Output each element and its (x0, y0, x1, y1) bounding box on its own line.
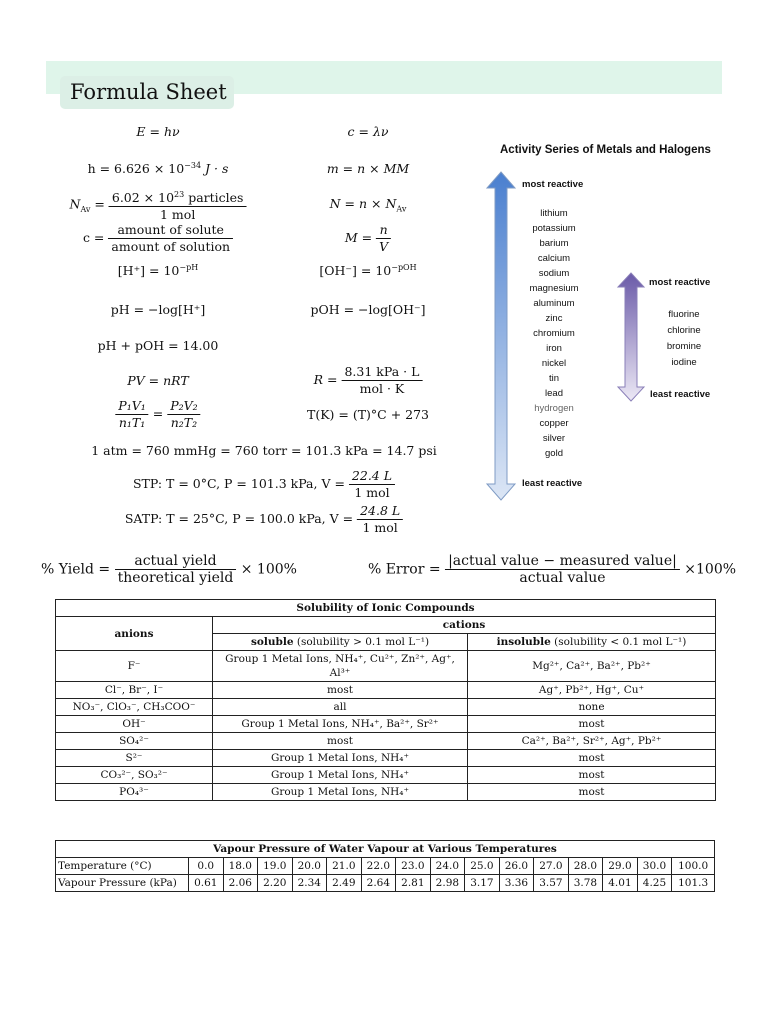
cations-header: cations (213, 617, 716, 634)
table-row: F⁻ Group 1 Metal Ions, NH₄⁺, Cu²⁺, Zn²⁺, Ag⁺, Al³⁺ Mg²⁺, Ca²⁺, Ba²⁺, Pb²⁺ (56, 651, 716, 682)
solubility-table (55, 599, 716, 801)
table-row: PO₄³⁻ Group 1 Metal Ions, NH₄⁺ most (56, 784, 716, 801)
metal-lithium: lithium (540, 208, 568, 219)
table-row: CO₃²⁻, SO₃²⁻ Group 1 Metal Ions, NH₄⁺ most (56, 767, 716, 784)
table-row: Cl⁻, Br⁻, I⁻ most Ag⁺, Pb²⁺, Hg⁺, Cu⁺ (56, 682, 716, 699)
metal-tin: tin (548, 373, 560, 384)
formula-pressure-conversion: 1 atm = 760 mmHg = 760 torr = 101.3 kPa = 14.7 psi (91, 443, 437, 458)
metal-lead: lead (545, 388, 563, 399)
soluble-header: soluble (solubility > 0.1 mol L⁻¹) (213, 634, 468, 651)
formula-particles: $N = n \times N_{Av}$ (329, 196, 407, 214)
metal-potassium: potassium (532, 223, 576, 234)
formula-ideal-gas: PV = nRT (127, 373, 189, 388)
vapour-title: Vapour Pressure of Water Vapour at Various Temperatures (56, 841, 715, 858)
formula-h-concentration: $[H^+] = 10^{-pH}$ (117, 263, 199, 279)
halogens-most-reactive-label: most reactive (649, 277, 711, 288)
halogen-fluorine: fluorine (668, 309, 700, 320)
formula-mass: m = n × MM (326, 161, 410, 176)
formula-oh-concentration: $[OH^-] = 10^{-pOH}$ (319, 263, 417, 279)
metal-chromium: chromium (533, 328, 575, 339)
metal-iron: iron (546, 343, 562, 354)
table-row: S²⁻ Group 1 Metal Ions, NH₄⁺ most (56, 750, 716, 767)
metal-magnesium: magnesium (529, 283, 579, 294)
table-row: SO₄²⁻ most Ca²⁺, Ba²⁺, Sr²⁺, Ag⁺, Pb²⁺ (56, 733, 716, 750)
metal-aluminum: aluminum (533, 298, 575, 309)
halogens-least-reactive-label: least reactive (650, 389, 711, 400)
insoluble-header: insoluble (solubility < 0.1 mol L⁻¹) (468, 634, 716, 651)
metal-zinc: zinc (545, 313, 563, 324)
formula-kelvin: T(K) = (T)°C + 273 (306, 407, 430, 422)
halogen-iodine: iodine (671, 357, 697, 368)
solubility-title: Solubility of Ionic Compounds (56, 600, 716, 617)
temperature-row: Temperature (°C) 0.0 18.0 19.0 20.0 21.0 22.0 23.0 24.0 25.0 26.0 27.0 28.0 29.0 30.0 100.0 (56, 858, 715, 875)
formula-concentration: c = $\frac{\text{amount of solute}}{\text{amount of solution}}$ (83, 222, 233, 255)
metal-hydrogen: hydrogen (534, 403, 574, 414)
metal-gold: gold (545, 448, 563, 459)
page-title: Formula Sheet (60, 76, 234, 109)
table-row: NO₃⁻, ClO₃⁻, CH₃COO⁻ all none (56, 699, 716, 716)
metals-least-reactive-label: least reactive (522, 478, 583, 489)
activity-series-title: Activity Series of Metals and Halogens (500, 144, 711, 156)
formula-combined-gas: $\frac{\text{P₁V₁}}{\text{n₁T₁}}$ = $\frac{\text{P₂V₂}}{\text{n₂T₂}}$ (115, 398, 200, 431)
metal-sodium: sodium (538, 268, 570, 279)
formula-photon-energy: E = hν (136, 124, 180, 139)
halogens-arrow (616, 271, 646, 403)
formula-molarity: M = $\frac{n}{V}$ (345, 222, 391, 255)
formula-percent-error: % Error = $\frac{\text{|actual value − measured value|}}{\text{actual value}}$ ×100% (367, 553, 737, 586)
formula-percent-yield: % Yield = $\frac{\text{actual yield}}{\text{theoretical yield}}$ × 100% (41, 553, 297, 586)
metals-most-reactive-label: most reactive (522, 179, 584, 190)
metal-copper: copper (539, 418, 569, 429)
anions-header: anions (56, 617, 213, 651)
pressure-row: Vapour Pressure (kPa) 0.61 2.06 2.20 2.34 2.49 2.64 2.81 2.98 3.17 3.36 3.57 3.78 4.01 4.25 101.3 (56, 875, 715, 892)
metals-arrow (484, 170, 518, 502)
metal-calcium: calcium (537, 253, 571, 264)
formula-avogadro: $N_{Av}$ = $\frac{6.02 \times 10^{23} particles}{\text{1 mol}}$ (70, 187, 247, 223)
formula-satp: SATP: T = 25°C, P = 100.0 kPa, V = $\frac{24.8 L}{\text{1 mol}}$ (125, 503, 403, 536)
formula-wave-speed: c = λν (347, 124, 389, 139)
formula-ph: pH = −log[H⁺] (110, 302, 206, 317)
formula-gas-constant: R = $\frac{\text{8.31 kPa · L}}{\text{mol · K}}$ (314, 364, 423, 397)
metal-nickel: nickel (541, 358, 567, 369)
formula-planck: $h = 6.626 \times 10^{-34}$ J · s (87, 161, 229, 177)
halogen-bromine: bromine (666, 341, 702, 352)
metal-barium: barium (539, 238, 569, 249)
halogen-chlorine: chlorine (667, 325, 701, 336)
table-row: OH⁻ Group 1 Metal Ions, NH₄⁺, Ba²⁺, Sr²⁺ most (56, 716, 716, 733)
formula-stp: STP: T = 0°C, P = 101.3 kPa, V = $\frac{22.4 L}{\text{1 mol}}$ (133, 468, 395, 501)
vapour-pressure-table (55, 840, 715, 892)
formula-ph-sum: pH + pOH = 14.00 (97, 338, 219, 353)
formula-poh: pOH = −log[OH⁻] (310, 302, 426, 317)
metal-silver: silver (542, 433, 566, 444)
